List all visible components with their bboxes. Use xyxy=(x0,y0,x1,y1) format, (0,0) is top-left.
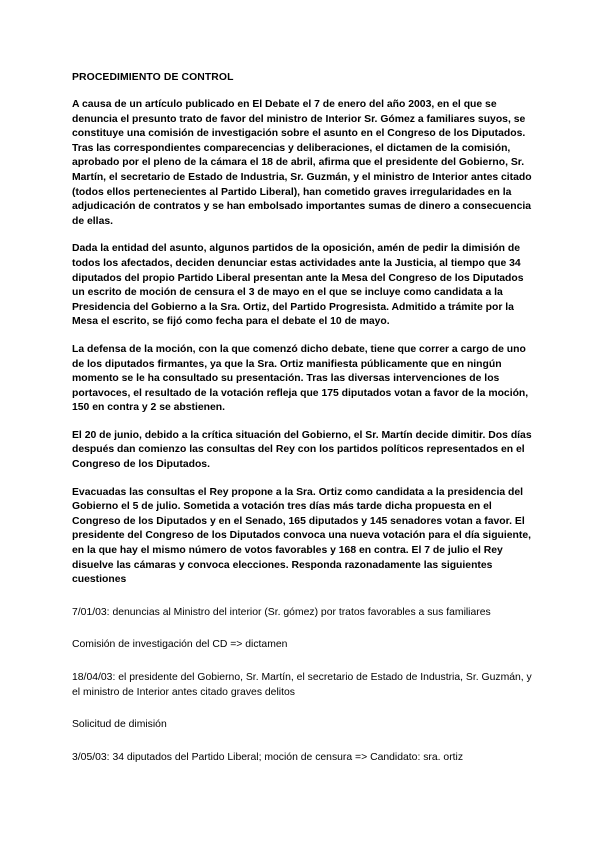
paragraph-3: La defensa de la moción, con la que comenzó dicho debate, tiene que correr a cargo de uno de los diputados firmantes, ya que la Sra. Ortiz manifiesta públicamente que en ningún momento se le ha consultado su presentación. Tras las diversas intervenciones de los portavoces, el resultado de la votación refleja que 175 diputados votan a favor de la moción, 150 en contra y 2 se abstienen. xyxy=(72,343,529,414)
paragraph-2: Dada la entidad del asunto, algunos partidos de la oposición, amén de pedir la dimisión de todos los afectados, deciden denunciar estas actividades ante la Justicia, al tiempo que 34 diputados del propio Partido Liberal presentan ante la Mesa del Congreso de los Diputados un escrito de moción de censura el 3 de mayo en el que se incluye como candidata a la Presidencia del Gobierno a la Sra. Ortiz, del Partido Progresista. Admitido a trámite por la Mesa el escrito, se fijó como fecha para el debate el 10 de mayo. xyxy=(72,243,524,328)
note-5: 3/05/03: 34 diputados del Partido Liberal; moción de censura => Candidato: sra. ortiz xyxy=(72,751,464,763)
note-1: 7/01/03: denuncias al Ministro del interior (Sr. gómez) por tratos favorables a sus familiares xyxy=(72,606,491,618)
paragraph-1: A causa de un artículo publicado en El Debate el 7 de enero del año 2003, en el que se denuncia el presunto trato de favor del ministro de Interior Sr. Gómez a familiares suyos, se constituye una comisión de investigación sobre el asunto en el Congreso de los Diputados. Tras las correspondientes comparecencias y deliberaciones, el dictamen de la comisión, aprobado por el pleno de la cámara el 18 de abril, afirma que el presidente del Gobierno, Sr. Martín, el secretario de Estado de Industria, Sr. Guzmán, y el ministro de Interior antes citado (todos ellos pertenecientes al Partido Liberal), han cometido graves irregularidades en la adjudicación de contratos y se han embolsado importantes sumas de dinero a consecuencia de ellas. xyxy=(72,99,532,227)
paragraph-5: Evacuadas las consultas el Rey propone a la Sra. Ortiz como candidata a la presidencia del Gobierno el 5 de julio. Sometida a votación tres días más tarde dicha propuesta en el Congreso de los Diputados y en el Senado, 165 diputados y 145 senadores votan a favor. El presidente del Congreso de los Diputados convoca una nueva votación para el día siguiente, en la que hay el mismo número de votos favorables y 168 en contra. El 7 de julio el Rey disuelve las cámaras y convoca elecciones. Responda razonadamente las siguientes cuestiones xyxy=(72,486,532,586)
note-2: Comisión de investigación del CD => dictamen xyxy=(72,639,288,651)
note-3: 18/04/03: el presidente del Gobierno, Sr. Martín, el secretario de Estado de Industria, Sr. Guzmán, y el ministro de Interior antes citado graves delitos xyxy=(72,672,532,698)
note-4: Solicitud de dimisión xyxy=(72,719,167,731)
document-page xyxy=(72,71,532,783)
paragraph-4: El 20 de junio, debido a la crítica situación del Gobierno, el Sr. Martín decide dimitir. Dos días después dan comienzo las consultas del Rey con los partidos políticos representados en el Congreso de los Diputados. xyxy=(72,429,532,471)
document-title: PROCEDIMIENTO DE CONTROL xyxy=(72,72,234,83)
